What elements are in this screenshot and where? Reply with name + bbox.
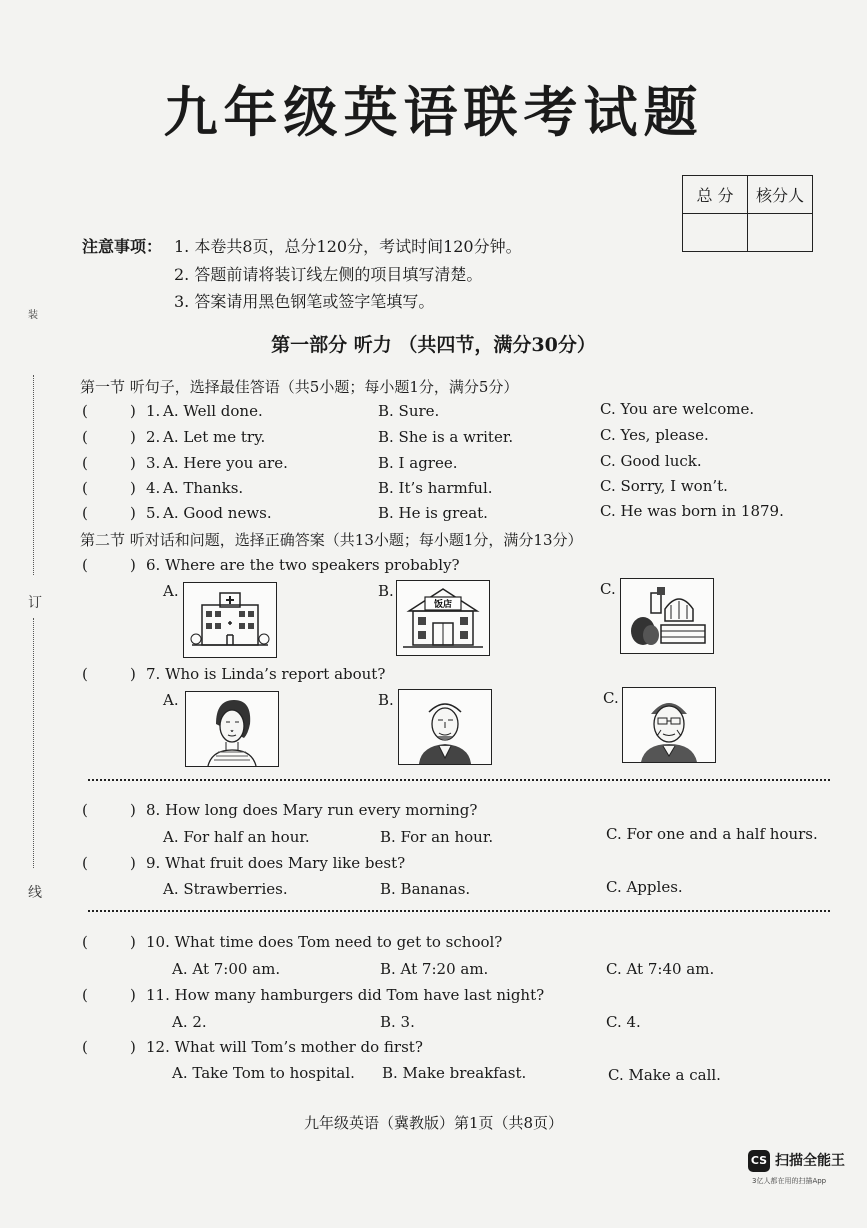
question-6-text: 6. Where are the two speakers probably? (146, 556, 460, 574)
answer-paren-open[interactable]: ( (82, 504, 88, 522)
answer-paren-open[interactable]: ( (82, 854, 88, 872)
answer-paren-close: ) (130, 854, 136, 872)
total-score-cell[interactable] (683, 214, 748, 252)
question-text: 11. How many hamburgers did Tom have last night? (146, 986, 545, 1004)
checker-header: 核分人 (748, 176, 813, 214)
answer-paren-close: ) (130, 986, 136, 1004)
option-c: C. You are welcome. (600, 400, 755, 418)
q7-image-man-hat[interactable] (398, 689, 492, 765)
option-c: C. Good luck. (600, 452, 702, 470)
answer-paren-open[interactable]: ( (82, 801, 88, 819)
answer-paren-open[interactable]: ( (82, 454, 88, 472)
q7-image-woman[interactable] (185, 691, 279, 767)
answer-paren-close: ) (130, 933, 136, 951)
option-b: B. For an hour. (380, 828, 494, 846)
option-c: C. Sorry, I won’t. (600, 477, 728, 495)
option-a: A. 2. (172, 1013, 207, 1031)
question-text: 12. What will Tom’s mother do first? (146, 1038, 423, 1056)
option-a: A. At 7:00 am. (172, 960, 281, 978)
section2-heading: 第二节 听对话和问题，选择正确答案（共13小题；每小题1分，满分13分） (80, 531, 583, 549)
restaurant-building-icon (397, 581, 489, 655)
answer-paren-open[interactable]: ( (82, 479, 88, 497)
q7-label-a: A. (163, 691, 179, 709)
question-number: 2. (146, 428, 161, 446)
option-b: B. He is great. (378, 504, 488, 522)
section1-heading: 第一节 听句子，选择最佳答语（共5小题；每小题1分，满分5分） (80, 378, 519, 396)
binding-mark-low: 线 (28, 885, 42, 901)
option-a: 1. (146, 402, 161, 420)
option-b: B. It’s harmful. (378, 479, 493, 497)
woman-portrait-icon (186, 692, 278, 766)
answer-paren-close: ) (130, 504, 136, 522)
q6-image-market[interactable] (620, 578, 714, 654)
score-table (682, 175, 813, 252)
option-a-text: A. Here you are. (163, 454, 288, 472)
option-c: C. 4. (606, 1013, 641, 1031)
binding-mark-mid: 订 (28, 595, 42, 611)
option-a-text: A. Let me try. (163, 428, 266, 446)
answer-paren-close: ) (130, 556, 136, 574)
question-number: 5. (146, 504, 161, 522)
hospital-icon (184, 583, 276, 657)
option-a: A. For half an hour. (163, 828, 310, 846)
option-a-text: A. Good news. (163, 504, 272, 522)
scanner-slogan: 3亿人都在用的扫描App (752, 1177, 827, 1185)
answer-paren-close: ) (130, 402, 136, 420)
elderly-man-portrait-icon (623, 688, 715, 762)
hotel-sign-text: 饭店 (433, 600, 453, 610)
question-text: 8. How long does Mary run every morning? (146, 801, 478, 819)
q6-image-hotel[interactable] (396, 580, 490, 656)
exam-title: 九年级英语联考试题 (163, 80, 704, 144)
answer-paren-open[interactable]: ( (82, 665, 88, 683)
question-text: 10. What time does Tom need to get to school? (146, 933, 503, 951)
q6-label-b: B. (378, 582, 394, 600)
answer-paren-open[interactable]: ( (82, 428, 88, 446)
binding-dotted-line (33, 618, 34, 868)
answer-paren-open[interactable]: ( (82, 986, 88, 1004)
q6-label-c: C. (600, 580, 616, 598)
notice-item-2: 2. 答题前请将装订线左侧的项目填写清楚。 (174, 265, 483, 284)
option-a-text: A. Thanks. (163, 479, 244, 497)
q7-image-old-man[interactable] (622, 687, 716, 763)
notice-item-1: 1. 本卷共8页，总分120分，考试时间120分钟。 (174, 237, 522, 256)
option-b: B. Sure. (378, 402, 440, 420)
option-c: C. At 7:40 am. (606, 960, 715, 978)
option-a-text: A. Well done. (163, 402, 263, 420)
q7-label-b: B. (378, 691, 394, 709)
answer-paren-open[interactable]: ( (82, 933, 88, 951)
question-number: 4. (146, 479, 161, 497)
answer-paren-close: ) (130, 454, 136, 472)
answer-paren-close: ) (130, 665, 136, 683)
option-c: C. Make a call. (608, 1066, 721, 1084)
part1-title: 第一部分 听力 （共四节，满分30分） (271, 334, 596, 356)
question-number: 3. (146, 454, 161, 472)
binding-mark-top: 装 (28, 310, 38, 321)
old-man-portrait-icon (399, 690, 491, 764)
option-c: C. He was born in 1879. (600, 502, 784, 520)
option-c: C. Yes, please. (600, 426, 709, 444)
answer-paren-close: ) (130, 479, 136, 497)
page-footer: 九年级英语（冀教版）第1页（共8页） (303, 1114, 564, 1132)
q6-image-hospital[interactable] (183, 582, 277, 658)
question-7-text: 7. Who is Linda’s report about? (146, 665, 386, 683)
option-b: B. 3. (380, 1013, 415, 1031)
answer-paren-close: ) (130, 428, 136, 446)
q7-label-c: C. (603, 689, 619, 707)
option-b: B. At 7:20 am. (380, 960, 489, 978)
option-b: B. Bananas. (380, 880, 471, 898)
fruit-market-icon (621, 579, 713, 653)
q6-label-a: A. (163, 582, 179, 600)
option-b: B. She is a writer. (378, 428, 514, 446)
binding-dotted-line (33, 375, 34, 575)
answer-paren-open[interactable]: ( (82, 402, 88, 420)
option-c: C. Apples. (606, 878, 683, 896)
option-c: C. For one and a half hours. (606, 825, 818, 843)
option-a: A. Take Tom to hospital. (172, 1064, 355, 1082)
notice-item-3: 3. 答案请用黑色钢笔或签字笔填写。 (174, 292, 435, 311)
answer-paren-close: ) (130, 801, 136, 819)
notice-label: 注意事项： (82, 237, 163, 256)
answer-paren-open[interactable]: ( (82, 556, 88, 574)
question-text: 9. What fruit does Mary like best? (146, 854, 406, 872)
scanner-logo-icon: CS (748, 1150, 770, 1172)
answer-paren-close: ) (130, 1038, 136, 1056)
checker-cell[interactable] (748, 214, 813, 252)
total-score-header: 总 分 (683, 176, 748, 214)
dotted-divider (88, 910, 830, 912)
option-b: B. I agree. (378, 454, 458, 472)
scanner-app-name: 扫描全能王 (775, 1153, 845, 1169)
dotted-divider (88, 779, 830, 781)
option-a: A. Strawberries. (163, 880, 288, 898)
answer-paren-open[interactable]: ( (82, 1038, 88, 1056)
option-b: B. Make breakfast. (382, 1064, 527, 1082)
